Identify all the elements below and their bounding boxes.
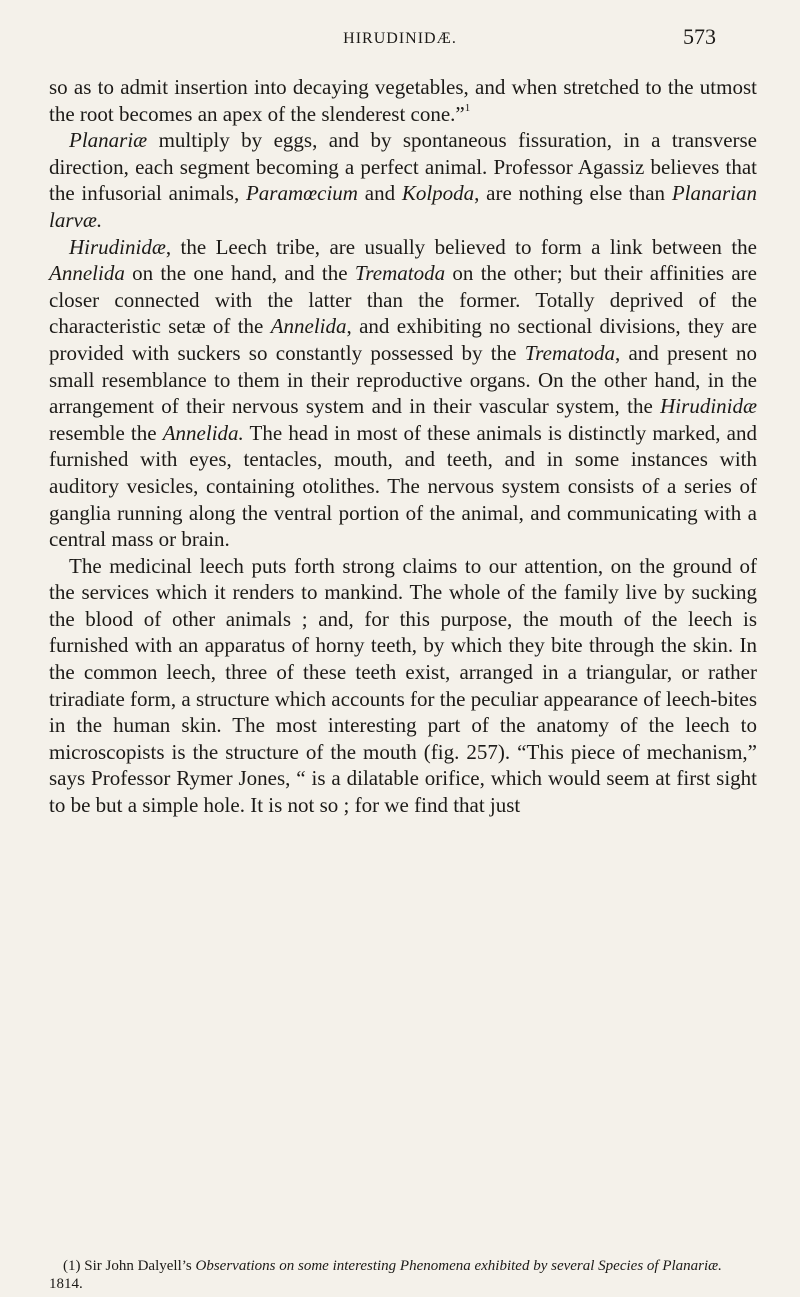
text-run: , and present no small resemblance to them in their reproductive organs. On the other hand, in the arrangement of their nervous system and in their vascular system, the bbox=[49, 340, 757, 419]
page-number: 573 bbox=[683, 24, 716, 49]
paragraph-1 bbox=[49, 74, 757, 127]
italic-term: Hirudinidæ bbox=[660, 394, 757, 419]
text-run: and bbox=[357, 181, 402, 206]
paragraph-2 bbox=[49, 127, 757, 233]
text-run: The head in most of these animals is distinctly marked, and furnished with eyes, tentacles, mouth, and teeth, and in some instances with auditory vesicles, containing otolithes. The nervous system consists of a series of ganglia running along the ventral portion of the animal, and communicating with a central mass or brain. bbox=[49, 420, 757, 552]
italic-term: Annelida bbox=[270, 314, 347, 339]
italic-term: Paramœcium bbox=[245, 181, 358, 206]
italic-term: Trematoda bbox=[354, 261, 446, 286]
text-run: resemble the bbox=[49, 420, 163, 445]
body-text bbox=[49, 74, 757, 819]
italic-term: Observations on some interesting Phenomena exhibited by several Species of Planariæ. bbox=[195, 1258, 722, 1274]
footnote bbox=[49, 1257, 757, 1293]
text-run: multiply by eggs, and by spontaneous fissuration, in a transverse direction, each segment becoming a perfect animal. Professor Agassiz believes that the infusorial animals, bbox=[49, 128, 757, 206]
paragraph-4 bbox=[49, 553, 757, 819]
text-run: , are nothing else than bbox=[474, 181, 672, 206]
text-run: 1814. bbox=[49, 1276, 83, 1292]
text-run: , the Leech tribe, are usually believed to form a link between the bbox=[165, 234, 757, 259]
text-run: (1) Sir John Dalyell’s bbox=[63, 1258, 196, 1274]
italic-term: Hirudinidæ bbox=[69, 234, 166, 259]
text-run: , and exhibiting no sectional divisions, they are provided with suckers so constantly possessed by the bbox=[49, 314, 757, 365]
running-head: HIRUDINIDÆ. bbox=[343, 30, 457, 47]
text-run: The medicinal leech puts forth strong claims to our attention, on the ground of the services which it renders to mankind. The whole of the family live by sucking the blood of other animals ; and, for this purpose, the mouth of the leech is furnished with an apparatus of horny teeth, by which they bite through the skin. In the common leech, three of these teeth exist, arranged in a triangular, or rather triradiate form, a structure which accounts for the peculiar appearance of leech-bites in the human skin. The most interesting part of the anatomy of the leech to microscopists is the structure of the mouth (fig. 257). “This piece of mechanism,” says Professor Rymer Jones, “ is a dilatable orifice, which would seem at first sight to be but a simple hole. It is not so ; for we find that just bbox=[49, 553, 757, 818]
text-run: so as to admit insertion into decaying vegetables, and when stretched to the utmost the root becomes an apex of the slenderest cone.” bbox=[49, 75, 757, 126]
italic-term: Annelida. bbox=[162, 420, 244, 445]
italic-term: Kolpoda bbox=[401, 181, 475, 206]
text-run: on the one hand, and the bbox=[124, 261, 355, 286]
italic-term: Planarian larvæ. bbox=[49, 181, 757, 232]
italic-term: Trematoda bbox=[524, 340, 615, 365]
italic-term: Planariæ bbox=[69, 128, 148, 153]
paragraph-3 bbox=[49, 234, 757, 553]
italic-term: Annelida bbox=[49, 261, 125, 286]
text-run: on the other; but their affinities are closer connected with the latter than the former. Totally deprived of the characteristic setæ of the bbox=[49, 261, 757, 339]
footnote-marker: 1 bbox=[464, 101, 471, 114]
